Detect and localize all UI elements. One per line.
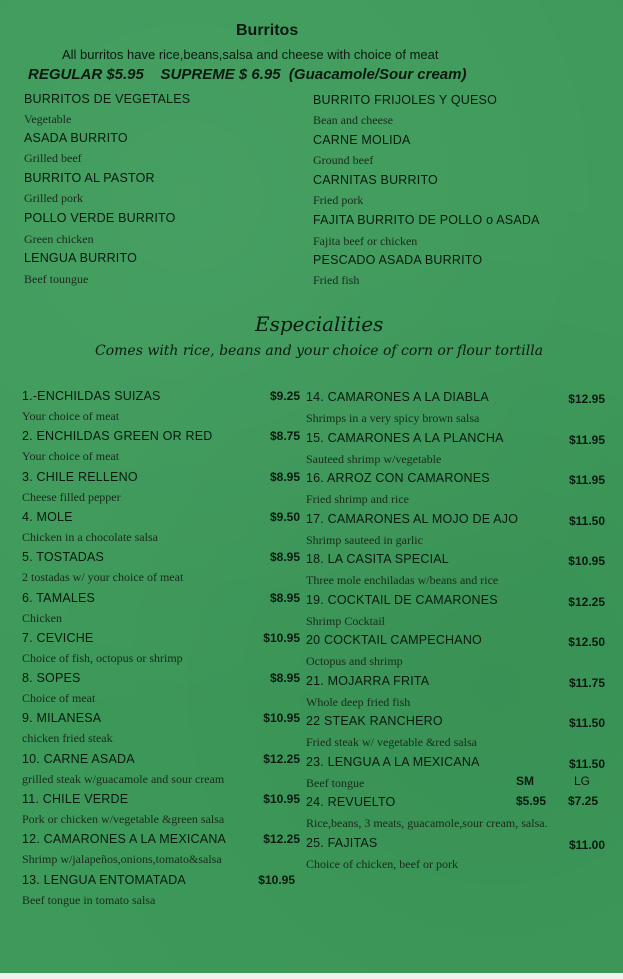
- specialty-item-desc: Pork or chicken w/vegetable &green salsa: [22, 812, 225, 826]
- specialty-item-name: 8. SOPES: [22, 671, 81, 686]
- specialty-item-desc: Chicken in a chocolate salsa: [22, 529, 158, 544]
- specialty-item-desc: Shrimps in a very spicy brown salsa: [306, 411, 480, 425]
- specialty-item-name: 24. REVUELTO: [306, 795, 396, 809]
- specialty-item-desc: chicken fried steak: [22, 731, 113, 746]
- specialty-item-name: 3. CHILE RELLENO: [22, 469, 138, 484]
- specialty-item-name: 23. LENGUA A LA MEXICANA: [306, 754, 480, 769]
- specialty-item-desc: Shrimp Cocktail: [306, 613, 385, 628]
- specialty-item-desc: Cheese filled pepper: [22, 489, 121, 504]
- specialty-item-desc: Chicken: [22, 610, 62, 625]
- specialties-title: Especialities: [255, 312, 384, 336]
- specialty-item-name: 25. FAJITAS: [306, 835, 378, 850]
- specialty-item-name: 1.-ENCHILDAS SUIZAS: [22, 389, 161, 403]
- specialty-item-price: $11.75: [568, 675, 605, 690]
- burrito-item-name: BURRITO AL PASTOR: [24, 171, 155, 185]
- page-bottom-edge: [0, 973, 623, 979]
- revuelto-price-lg: $7.25: [568, 794, 599, 808]
- specialty-item-price: $11.50: [568, 716, 605, 730]
- specialty-item-desc: 2 tostadas w/ your choice of meat: [22, 570, 184, 585]
- burrito-item-desc: Fried fish: [313, 273, 360, 287]
- specialty-item-price: $8.95: [269, 469, 300, 484]
- burrito-item-name: CARNITAS BURRITO: [313, 173, 438, 187]
- specialty-item-name: 4. MOLE: [22, 509, 73, 524]
- burritos-price-line: REGULAR $5.95 SUPREME $ 6.95 (Guacamole/Sour cream): [28, 66, 467, 83]
- specialty-item-desc: Beef tongue: [306, 775, 365, 790]
- specialty-item-desc: Shrimp w/jalapeños,onions,tomato&salsa: [22, 852, 222, 867]
- specialty-item-name: 10. CARNE ASADA: [22, 751, 135, 766]
- specialty-item-name: 2. ENCHILDAS GREEN OR RED: [22, 429, 213, 444]
- specialty-item-desc: Fried shrimp and rice: [306, 492, 409, 506]
- specialty-item-name: 14. CAMARONES A LA DIABLA: [306, 390, 489, 404]
- burrito-item-desc: Vegetable: [24, 112, 72, 126]
- burrito-item-name: ASADA BURRITO: [24, 131, 128, 145]
- burritos-subtitle: All burritos have rice,beans,salsa and cheese with choice of meat: [62, 47, 439, 62]
- specialty-item-name: 17. CAMARONES AL MOJO DE AJO: [306, 511, 519, 526]
- specialty-item-desc: Choice of chicken, beef or pork: [306, 856, 458, 871]
- burrito-item-desc: Green chicken: [24, 232, 94, 246]
- revuelto-price-sm: $5.95: [516, 794, 547, 808]
- burrito-item-desc: Grilled beef: [24, 151, 82, 165]
- specialty-item-name: 9. MILANESA: [22, 711, 102, 726]
- specialty-item-desc: Whole deep fried fish: [306, 694, 411, 709]
- specialty-item-price: $8.95: [269, 590, 300, 605]
- specialty-item-price: $10.95: [258, 872, 295, 887]
- specialty-item-price: $12.95: [568, 392, 605, 406]
- specialty-item-price: $10.95: [263, 711, 300, 726]
- burrito-item-desc: Ground beef: [313, 153, 374, 167]
- burritos-title: Burritos: [236, 22, 299, 39]
- specialty-item-price: $12.25: [568, 594, 605, 609]
- specialty-item-desc: Choice of meat: [22, 691, 96, 706]
- specialty-item-name: 12. CAMARONES A LA MEXICANA: [22, 832, 227, 847]
- specialty-item-name: 22 STEAK RANCHERO: [306, 714, 443, 728]
- specialty-item-price: $10.95: [568, 554, 605, 568]
- specialty-item-name: 16. ARROZ CON CAMARONES: [306, 471, 490, 485]
- specialty-item-price: $11.00: [568, 837, 605, 852]
- specialty-item-name: 18. LA CASITA SPECIAL: [306, 552, 449, 566]
- burrito-item-name: BURRITOS DE VEGETALES: [24, 92, 191, 106]
- specialty-item-name: 21. MOJARRA FRITA: [306, 673, 430, 688]
- specialty-item-desc: Octopus and shrimp: [306, 654, 403, 668]
- specialty-item-price: $10.95: [263, 792, 300, 806]
- specialty-item-price: $11.95: [568, 473, 605, 487]
- specialty-item-name: 6. TAMALES: [22, 590, 96, 605]
- burrito-item-desc: Grilled pork: [24, 191, 83, 205]
- specialty-item-desc: Rice,beans, 3 meats, guacamole,sour cream, salsa.: [306, 816, 548, 830]
- specialty-item-desc: Beef tongue in tomato salsa: [22, 892, 156, 907]
- specialty-item-desc: Your choice of meat: [22, 409, 120, 423]
- specialty-item-name: 13. LENGUA ENTOMATADA: [22, 872, 186, 887]
- burrito-item-name: POLLO VERDE BURRITO: [24, 211, 176, 225]
- specialty-item-desc: grilled steak w/guacamole and sour cream: [22, 771, 225, 786]
- specialty-item-desc: Three mole enchiladas w/beans and rice: [306, 573, 499, 587]
- specialty-item-name: 20 COCKTAIL CAMPECHANO: [306, 633, 482, 647]
- burrito-item-desc: Fried pork: [313, 193, 364, 207]
- specialty-item-price: $12.25: [263, 751, 300, 766]
- specialty-item-price: $11.50: [568, 513, 605, 528]
- specialty-item-price: $9.25: [269, 389, 300, 403]
- specialties-subtitle: Comes with rice, beans and your choice of corn or flour tortilla: [95, 343, 544, 359]
- specialty-item-name: 7. CEVICHE: [22, 630, 94, 645]
- burrito-item-desc: Bean and cheese: [313, 113, 393, 127]
- specialty-item-price: $12.50: [568, 635, 605, 649]
- specialty-item-price: $8.95: [269, 671, 300, 686]
- specialty-item-price: $10.95: [263, 630, 300, 645]
- specialty-item-price: $12.25: [263, 832, 300, 847]
- specialty-item-name: 5. TOSTADAS: [22, 550, 105, 565]
- specialty-item-desc: Choice of fish, octopus or shrimp: [22, 650, 183, 665]
- specialty-item-name: 11. CHILE VERDE: [22, 792, 129, 806]
- burrito-item-name: FAJITA BURRITO DE POLLO o ASADA: [313, 213, 540, 227]
- specialty-item-price: $11.95: [568, 432, 605, 447]
- size-label-sm: SM: [516, 774, 534, 788]
- burrito-item-desc: Fajita beef or chicken: [313, 234, 418, 248]
- specialty-item-desc: Your choice of meat: [22, 449, 120, 464]
- burrito-item-name: PESCADO ASADA BURRITO: [313, 253, 483, 267]
- burrito-item-name: LENGUA BURRITO: [24, 251, 138, 265]
- specialty-item-name: 15. CAMARONES A LA PLANCHA: [306, 430, 504, 445]
- specialty-item-name: 19. COCKTAIL DE CAMARONES: [306, 592, 498, 607]
- specialty-item-price: $8.75: [269, 429, 300, 444]
- specialty-item-desc: Shrimp sauteed in garlic: [306, 532, 423, 547]
- burrito-item-name: BURRITO FRIJOLES Y QUESO: [313, 93, 498, 107]
- burrito-item-desc: Beef toungue: [24, 272, 89, 286]
- specialty-item-price: $11.50: [568, 756, 605, 771]
- specialty-item-price: $8.95: [269, 550, 300, 565]
- specialty-item-price: $9.50: [269, 509, 300, 524]
- burrito-item-name: CARNE MOLIDA: [313, 133, 411, 147]
- specialty-item-desc: Sauteed shrimp w/vegetable: [306, 451, 442, 466]
- size-label-lg: LG: [574, 774, 591, 788]
- specialty-item-desc: Fried steak w/ vegetable &red salsa: [306, 735, 477, 749]
